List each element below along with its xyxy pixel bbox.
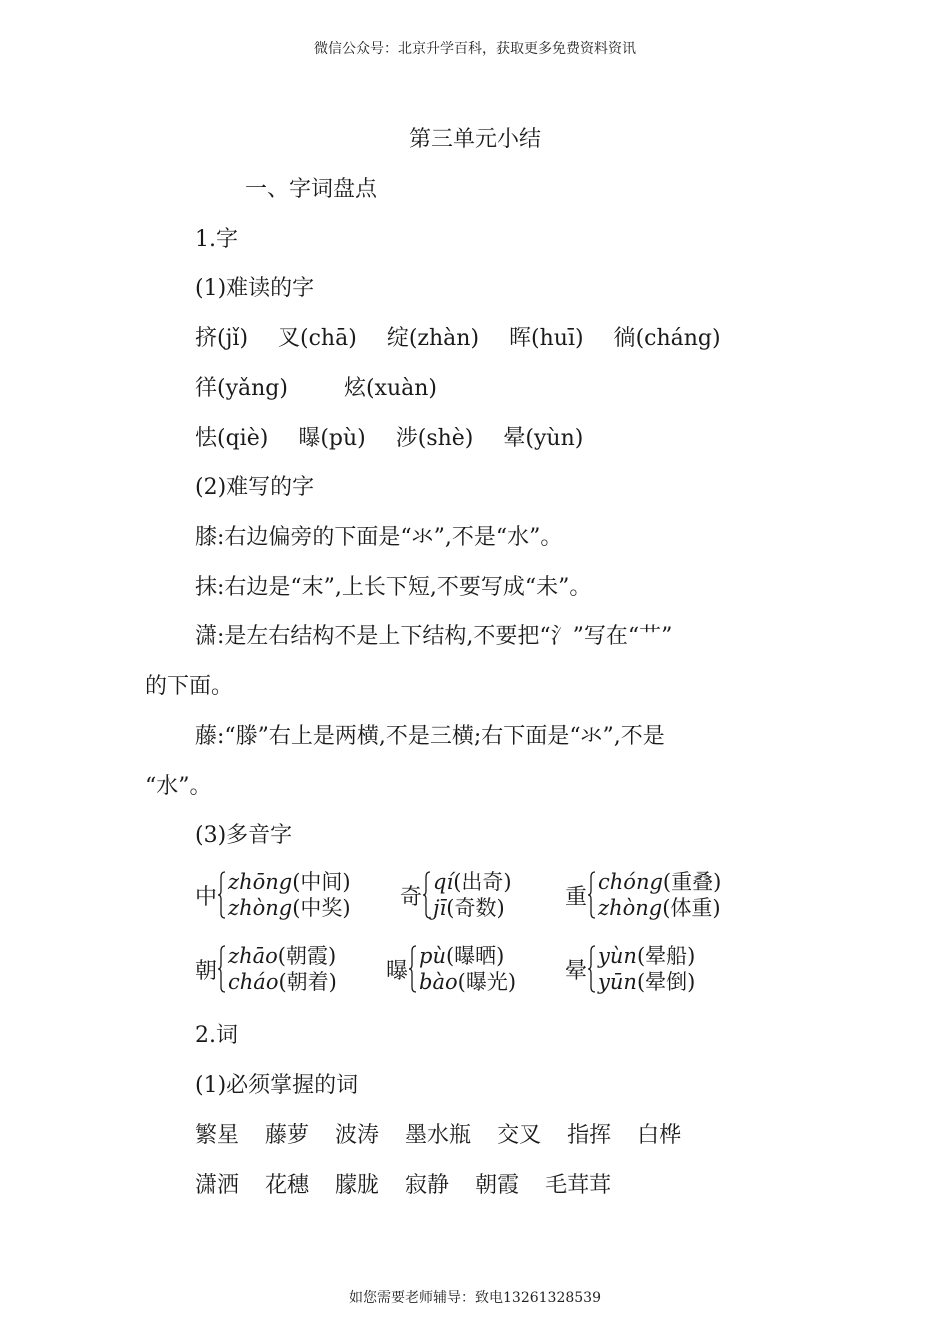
word-item: 花穗 <box>265 1173 310 1198</box>
pinyin: bào <box>419 970 458 994</box>
hard-read-row <box>195 424 613 454</box>
polyphone-char: 朝 <box>195 958 218 984</box>
hard-read-row <box>195 374 467 404</box>
polyphone-group <box>195 869 351 921</box>
page-header: 微信公众号：北京升学百科，获取更多免费资料资讯 <box>314 41 636 57</box>
polyphone-char: 中 <box>195 884 218 910</box>
brace-icon <box>409 945 417 993</box>
brace-icon <box>588 945 596 993</box>
hard-write-note: 膝:右边偏旁的下面是“氺”,不是“水”。 <box>195 525 563 550</box>
example-word: (曝光) <box>457 970 517 994</box>
brace-icon <box>218 871 226 919</box>
word-item: 繁星 <box>195 1123 240 1148</box>
page-footer: 如您需要老师辅导：致电13261328539 <box>349 1290 601 1306</box>
word-item: 潇洒 <box>195 1173 240 1198</box>
word-item: 交叉 <box>497 1123 542 1148</box>
brace-icon <box>588 871 596 919</box>
subheading-hard-to-write: (2)难写的字 <box>195 475 315 500</box>
brace-icon <box>218 945 226 993</box>
hard-read-item: 绽(zhàn) <box>386 326 480 351</box>
example-word: (晕倒) <box>636 970 696 994</box>
example-word: (中间) <box>292 870 351 894</box>
example-word: (曝晒) <box>445 944 505 968</box>
pinyin: cháo <box>228 970 279 994</box>
hard-read-item: 徜(cháng) <box>613 326 721 351</box>
pinyin: yùn <box>598 944 637 968</box>
hard-read-item: 晖(huī) <box>509 326 584 351</box>
example-word: (朝霞) <box>277 944 337 968</box>
polyphone-group <box>195 943 337 995</box>
pinyin: zhòng <box>598 896 663 920</box>
polyphone-group <box>565 869 721 921</box>
page-title: 第三单元小结 <box>408 127 541 152</box>
polyphone-group <box>386 943 516 995</box>
pinyin: qí <box>433 870 454 894</box>
example-word: (出奇) <box>453 870 512 894</box>
word-item: 墨水瓶 <box>405 1123 472 1148</box>
example-word: (晕船) <box>636 944 696 968</box>
example-word: (奇数) <box>446 896 505 920</box>
pinyin: zhāo <box>228 944 278 968</box>
word-row <box>195 1121 707 1151</box>
subheading-must-master: (1)必须掌握的词 <box>195 1073 359 1098</box>
section-heading: 一、字词盘点 <box>245 177 378 202</box>
subheading-polyphones: (3)多音字 <box>195 823 293 848</box>
subheading-characters: 1.字 <box>195 227 238 252</box>
hard-read-row <box>195 324 751 354</box>
subheading-words: 2.词 <box>195 1023 238 1048</box>
word-item: 寂静 <box>405 1173 450 1198</box>
hard-read-item: 晕(yùn) <box>503 426 584 451</box>
example-word: (重叠) <box>662 870 722 894</box>
polyphone-char: 奇 <box>400 884 423 910</box>
example-word: (体重) <box>662 896 721 920</box>
hard-read-item: 怯(qiè) <box>195 426 269 451</box>
word-item: 指挥 <box>567 1123 612 1148</box>
hard-read-item: 涉(shè) <box>395 426 474 451</box>
word-item: 波涛 <box>335 1123 380 1148</box>
hard-write-note-cont: “水”。 <box>145 774 212 799</box>
word-item: 朦胧 <box>335 1173 380 1198</box>
hard-write-note-cont: 的下面。 <box>145 674 234 699</box>
polyphone-group <box>565 943 695 995</box>
pinyin: pù <box>419 944 446 968</box>
hard-write-note: 抹:右边是“末”,上长下短,不要写成“未”。 <box>195 575 592 600</box>
pinyin: jī <box>433 896 447 920</box>
polyphone-char: 重 <box>565 884 588 910</box>
word-item: 朝霞 <box>475 1173 520 1198</box>
hard-read-item: 叉(chā) <box>278 326 357 351</box>
hard-write-note: 潇:是左右结构不是上下结构,不要把“氵”写在“艹” <box>195 624 673 649</box>
polyphone-char: 曝 <box>386 958 409 984</box>
brace-icon <box>423 871 431 919</box>
subheading-hard-to-read: (1)难读的字 <box>195 276 315 301</box>
pinyin: zhōng <box>228 870 293 894</box>
hard-read-item: 徉(yǎng) <box>195 376 288 401</box>
hard-read-item: 炫(xuàn) <box>343 376 437 401</box>
pinyin: yūn <box>598 970 637 994</box>
word-item: 白桦 <box>637 1123 682 1148</box>
pinyin: zhòng <box>228 896 293 920</box>
hard-read-item: 挤(jǐ) <box>195 326 249 351</box>
polyphone-char: 晕 <box>565 958 588 984</box>
pinyin: chóng <box>598 870 663 894</box>
word-item: 毛茸茸 <box>545 1173 612 1198</box>
example-word: (朝着) <box>278 970 337 994</box>
example-word: (中奖) <box>292 896 351 920</box>
word-item: 藤萝 <box>265 1123 310 1148</box>
word-row <box>195 1171 637 1201</box>
hard-read-item: 曝(pù) <box>298 426 366 451</box>
polyphone-group <box>400 869 512 921</box>
hard-write-note: 藤:“滕”右上是两横,不是三横;右下面是“氺”,不是 <box>195 724 665 749</box>
